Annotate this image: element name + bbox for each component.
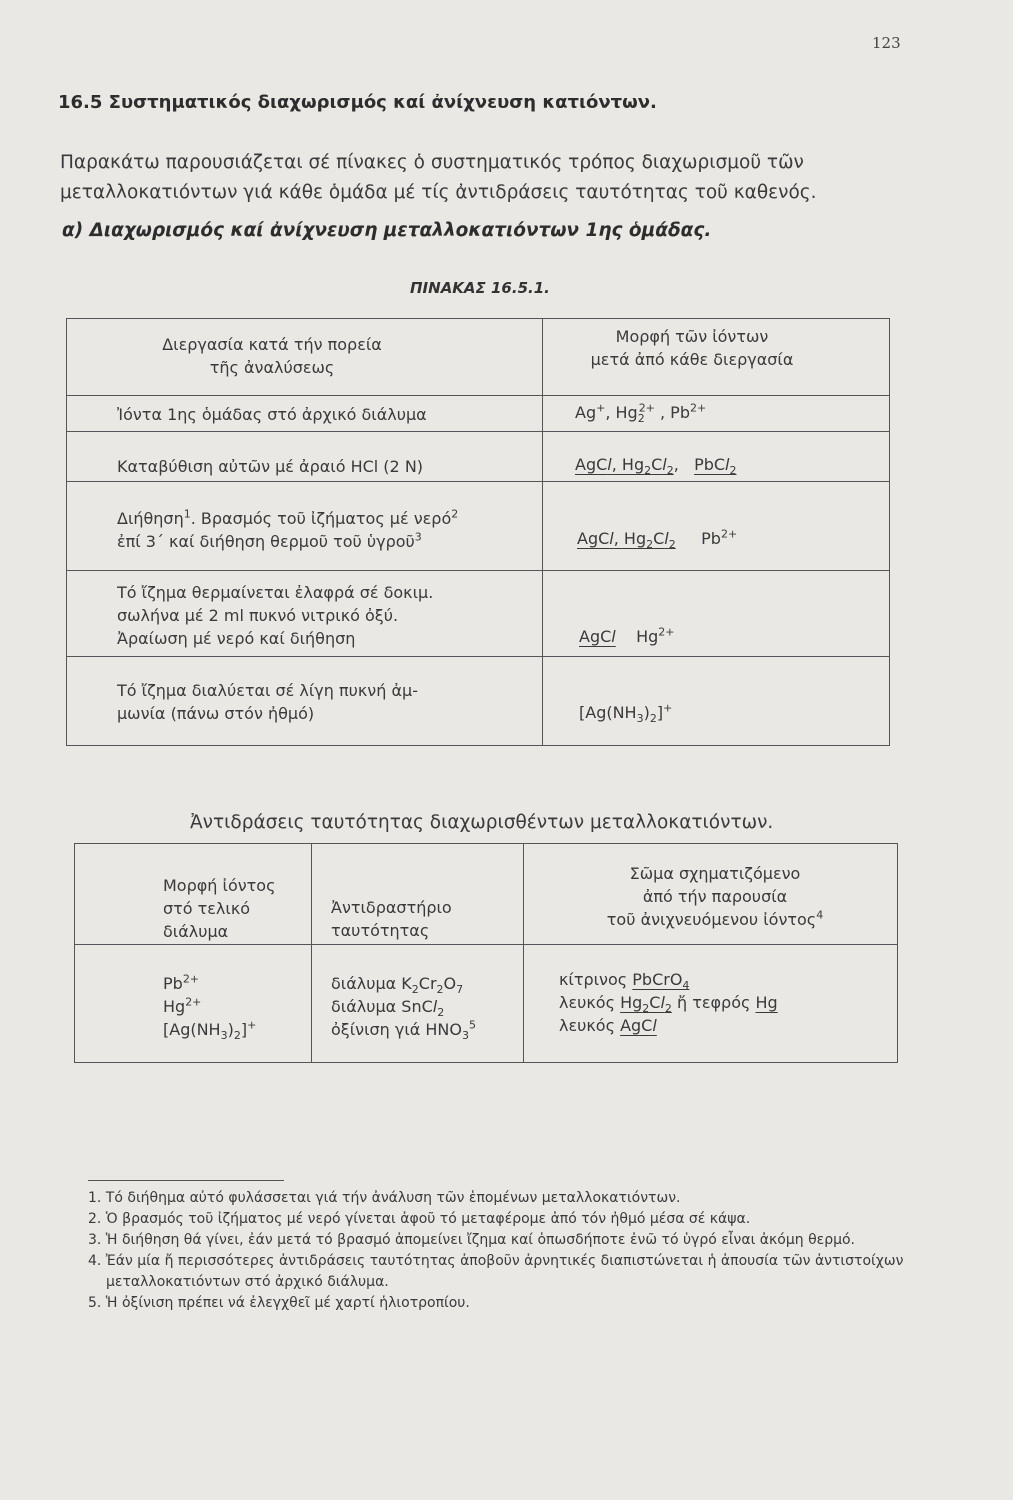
reactions-title: Ἀντιδράσεις ταυτότητας διαχωρισθέντων μεταλλοκατιόντων. bbox=[190, 812, 774, 833]
row3-ions: AgCl, $Hg_2Cl_2$ $Pb^{2+}$ bbox=[577, 527, 738, 552]
section-title: 16.5 Συστηματικός διαχωρισμός καί ἀνίχνευση κατιόντων. bbox=[58, 92, 657, 113]
final-ions: $Pb^{2+}$ $Hg^{2+}$ $[Ag(NH_3)_2]^+$ bbox=[163, 972, 257, 1043]
row-divider bbox=[75, 944, 897, 945]
column-divider bbox=[523, 844, 524, 1062]
identification-table bbox=[74, 843, 898, 1063]
row2-process: Καταβύθιση αὐτῶν μέ ἀραιό HCl (2 N) bbox=[117, 457, 424, 476]
column-divider bbox=[311, 844, 312, 1062]
page-number: 123 bbox=[872, 34, 901, 52]
row-divider bbox=[67, 431, 889, 432]
footnote-1: 1. Τό διήθημα αὐτό φυλάσσεται γιά τήν ἀνάλυση τῶν ἑπομένων μεταλλοκατιόντων. bbox=[88, 1190, 681, 1206]
footnote-rule bbox=[88, 1180, 284, 1181]
row1-ions: Ag+, $Hg_2^{2+}$ , $Pb^{2+}$ bbox=[575, 401, 707, 426]
subheading: α) Διαχωρισμός καί ἀνίχνευση μεταλλοκατιόντων 1ης ὁμάδας. bbox=[62, 220, 712, 241]
row5-process: Τό ἴζημα διαλύεται σέ λίγη πυκνή ἀμ- μωνία (πάνω στόν ἠθμό) bbox=[117, 681, 418, 723]
row-divider bbox=[67, 570, 889, 571]
header-ion-form: Μορφή τῶν ἰόντων μετά ἀπό κάθε διεργασία bbox=[590, 327, 794, 369]
intro-line-1: Παρακάτω παρουσιάζεται σέ πίνακες ὁ συστηματικός τρόπος διαχωρισμοῦ τῶν bbox=[60, 152, 804, 173]
separation-table bbox=[66, 318, 890, 746]
footnote-2: 2. Ὁ βρασμός τοῦ ἰζήματος μέ νερό γίνεται ἀφοῦ τό μεταφέρομε ἀπό τόν ἠθμό μέσα σέ κάψα. bbox=[88, 1211, 751, 1227]
row5-ions: $[Ag(NH_3)_2]^+$ bbox=[579, 701, 673, 726]
header-reagent: Ἀντιδραστήριο ταυτότητας bbox=[331, 898, 452, 940]
footnote-4: 4. Ἐάν μία ἤ περισσότερες ἀντιδράσεις ταυτότητας ἀποβοῦν ἀρνητικές διαπιστώνεται ἡ ἀπουσία τῶν ἀντιστοίχων μεταλλοκατιόντων στό ἀρχικό διάλυμα. bbox=[88, 1253, 904, 1290]
footnote-3: 3. Ἡ διήθηση θά γίνει, ἐάν μετά τό βρασμό ἀπομείνει ἴζημα καί ὁπωσδήποτε ἐνῶ τό ὑγρό εἶναι ἀκόμη θερμό. bbox=[88, 1232, 856, 1248]
formed-bodies: κίτρινος PbCrO$_4$ λευκός $Hg_2Cl_2$ ἤ τεφρός Hg λευκός AgCl bbox=[559, 970, 778, 1035]
row2-ions: AgCl, $Hg_2Cl_2$, PbCl$_2$ bbox=[575, 455, 737, 478]
row-divider bbox=[67, 395, 889, 396]
row4-ions: AgCl $Hg^{2+}$ bbox=[579, 625, 675, 646]
footnotes bbox=[88, 1188, 938, 1314]
row4-process: Τό ἴζημα θερμαίνεται ἐλαφρά σέ δοκιμ. σωλήνα μέ 2 ml πυκνό νιτρικό ὀξύ. Ἀραίωση μέ νερό καί διήθηση bbox=[117, 583, 434, 648]
intro-paragraph bbox=[60, 148, 920, 208]
row3-process: Διήθηση$^1$. Βρασμός τοῦ ἰζήματος μέ νερό$^2$ ἐπί 3΄ καί διήθηση θερμοῦ τοῦ ὑγροῦ$^3$ bbox=[117, 507, 459, 551]
row-divider bbox=[67, 481, 889, 482]
table-caption: ΠΙΝΑΚΑΣ 16.5.1. bbox=[410, 279, 550, 297]
row-divider bbox=[67, 656, 889, 657]
header-final-ion: Μορφή ἰόντος στό τελικό διάλυμα bbox=[163, 876, 276, 941]
column-divider bbox=[542, 319, 543, 745]
header-formed-body: Σῶμα σχηματιζόμενο ἀπό τήν παρουσία τοῦ ἀνιχνευόμενου ἰόντος$^4$ bbox=[606, 864, 824, 929]
row1-process: Ἰόντα 1ης ὁμάδας στό ἀρχικό διάλυμα bbox=[117, 405, 427, 424]
header-process: Διεργασία κατά τήν πορεία τῆς ἀναλύσεως bbox=[162, 335, 382, 377]
intro-line-2: μεταλλοκατιόντων γιά κάθε ὁμάδα μέ τίς ἀντιδράσεις ταυτότητας τοῦ καθενός. bbox=[60, 182, 817, 203]
footnote-5: 5. Ἡ ὀξίνιση πρέπει νά ἐλεγχθεῖ μέ χαρτί ἡλιοτροπίου. bbox=[88, 1295, 470, 1311]
reagents: διάλυμα $K_2Cr_2O_7$ διάλυμα SnCl$_2$ ὀξίνιση γιά $HNO_3^5$ bbox=[331, 974, 476, 1043]
